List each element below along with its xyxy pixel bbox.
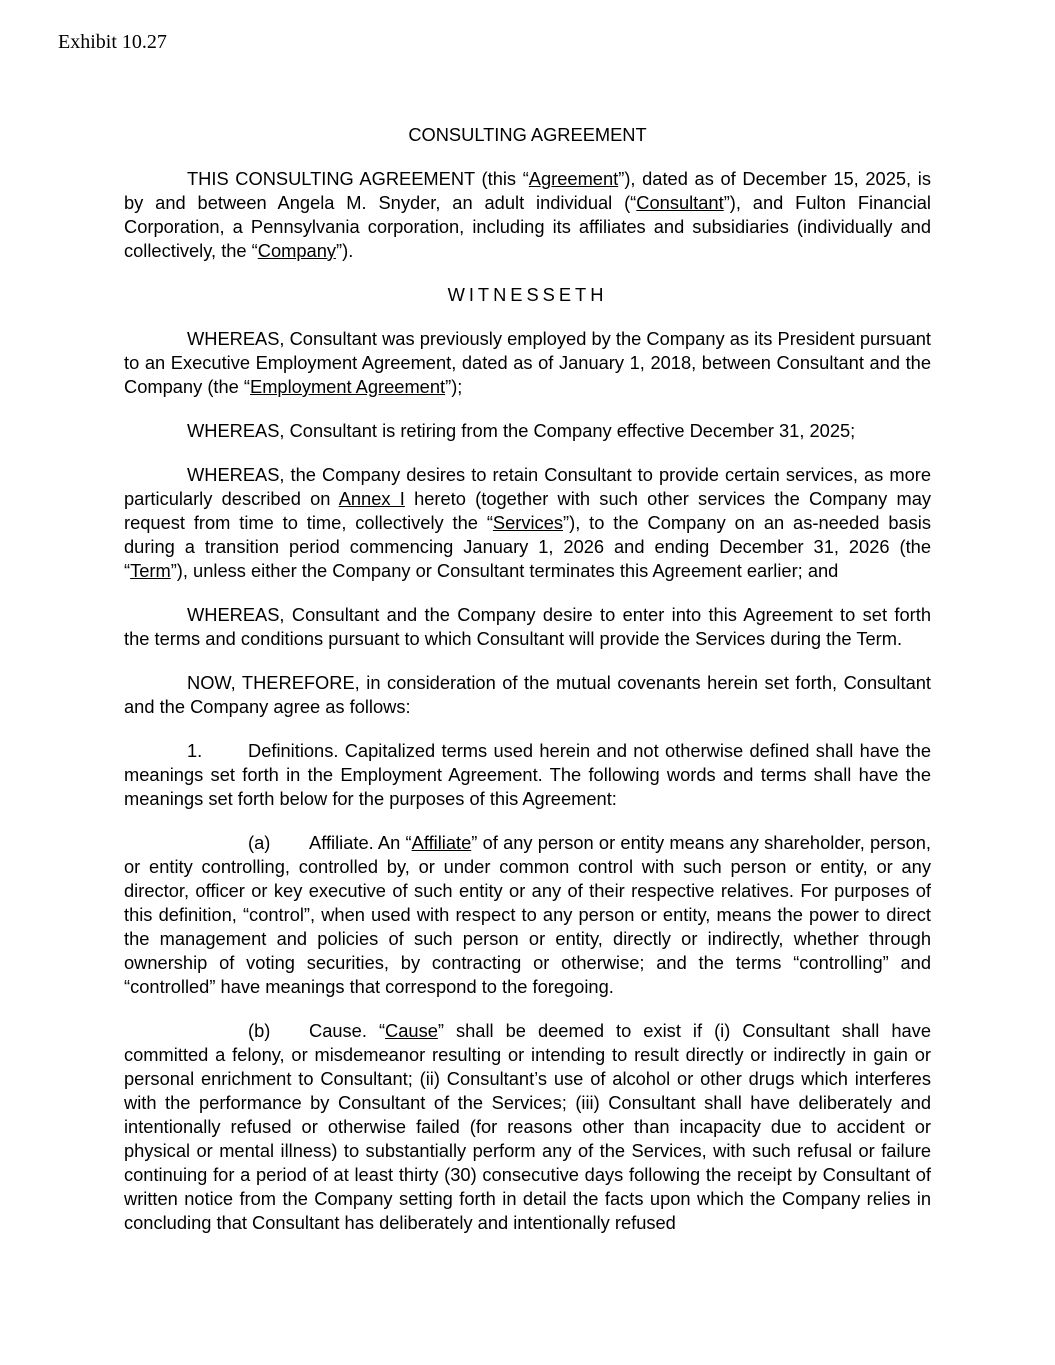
defined-term-affiliate: Affiliate: [411, 832, 472, 853]
recital-4: WHEREAS, Consultant and the Company desire to enter into this Agreement to set forth the terms and conditions pursuant to which Consultant will provide the Services during the Term.: [124, 604, 931, 649]
preamble-text-lead: THIS CONSULTING AGREEMENT (this “: [187, 168, 529, 189]
section-number: 1.: [187, 740, 203, 761]
defined-term-consultant: Consultant: [636, 192, 724, 213]
section-1-text: Definitions. Capitalized terms used herein and not otherwise defined shall have the meanings set forth in the Employment Agreement. The following words and terms shall have the meanings set forth below for the purposes of this Agreement:: [124, 740, 931, 809]
clause-label-a: (a): [248, 832, 271, 853]
defined-term-cause: Cause: [385, 1020, 438, 1041]
now-therefore-paragraph: NOW, THEREFORE, in consideration of the mutual covenants herein set forth, Consultant and the Company agree as follows:: [124, 672, 931, 717]
recital-3-text: WHEREAS, the Company desires to retain Consultant to provide certain services, as more particularly described on: [124, 464, 931, 509]
document-title: CONSULTING AGREEMENT: [408, 124, 647, 145]
witnesseth-heading: WITNESSETH: [447, 284, 608, 305]
defined-term-services: Services: [492, 512, 564, 533]
definition-affiliate-text: ” of any person or entity means any shareholder, person, or entity controlling, controlled by, or under common control with such person or entity, or any director, officer or key executive of such entity or any of their respective relatives. For purposes of this definition, “control”, when used with respect to any person or entity, means the power to direct the management and policies of such person or entity, directly or indirectly, whether through ownership of voting securities, by contracting or otherwise; and the terms “controlling” and “controlled” have meanings that correspond to the foregoing.: [124, 832, 932, 997]
annex-reference: Annex I: [338, 488, 405, 509]
recital-1: [124, 327, 931, 399]
document-body: [124, 123, 931, 1235]
definition-cause-text: ” shall be deemed to exist if (i) Consultant shall have committed a felony, or misdemeanor resulting or intending to result directly or indirectly in gain or personal enrichment to Consultant; (ii) Consultant’s use of alcohol or other drugs which interferes with the performance by Consultant of the Services; (iii) Consultant shall have deliberately and intentionally refused or otherwise failed (for reasons other than incapacity due to accident or physical or mental illness) to substantially perform any of the Services, with such refusal or failure continuing for a period of at least thirty (30) consecutive days following the receipt by Consultant of written notice from the Company setting forth in detail the facts upon which the Company relies in concluding that Consultant has deliberately and intentionally refused: [124, 1020, 931, 1233]
preamble-text-mid1: ”), dated as of December 15, 2025, is by and between Angela M. Snyder, an adult individual (“: [124, 168, 931, 213]
preamble-text-mid2: ”), and Fulton Financial Corporation, a Pennsylvania corporation, including its affiliates and subsidiaries (individually and collectively, the “: [124, 192, 931, 261]
preamble-text-end: ”).: [336, 240, 354, 261]
recital-3-mid2: ”), to the Company on an as-needed basis during a transition period commencing January 1, 2026 and ending December 31, 2026 (the “: [124, 512, 931, 581]
recital-3: [124, 463, 931, 583]
recital-1-end: ”);: [445, 376, 463, 397]
recital-3-mid1: hereto (together with such other services the Company may request from time to time, collectively the “: [124, 488, 931, 533]
definition-cause-lead: Cause. “: [309, 1020, 386, 1041]
recital-2: WHEREAS, Consultant is retiring from the Company effective December 31, 2025;: [187, 420, 856, 441]
defined-term-employment-agreement: Employment Agreement: [250, 376, 446, 397]
definition-affiliate: [124, 831, 931, 999]
definition-cause: [124, 1019, 931, 1235]
defined-term-company: Company: [257, 240, 337, 261]
recital-1-text: WHEREAS, Consultant was previously employed by the Company as its President pursuant to an Executive Employment Agreement, dated as of January 1, 2018, between Consultant and the Company (the “: [124, 328, 931, 397]
preamble-paragraph: [124, 167, 931, 263]
section-1-definitions: [124, 739, 931, 811]
defined-term-term: Term: [130, 560, 171, 581]
exhibit-label: Exhibit 10.27: [58, 31, 167, 53]
defined-term-agreement: Agreement: [528, 168, 619, 189]
recital-3-end: ”), unless either the Company or Consultant terminates this Agreement earlier; and: [170, 560, 839, 581]
clause-label-b: (b): [248, 1020, 271, 1041]
definition-affiliate-lead: Affiliate. An “: [309, 832, 412, 853]
